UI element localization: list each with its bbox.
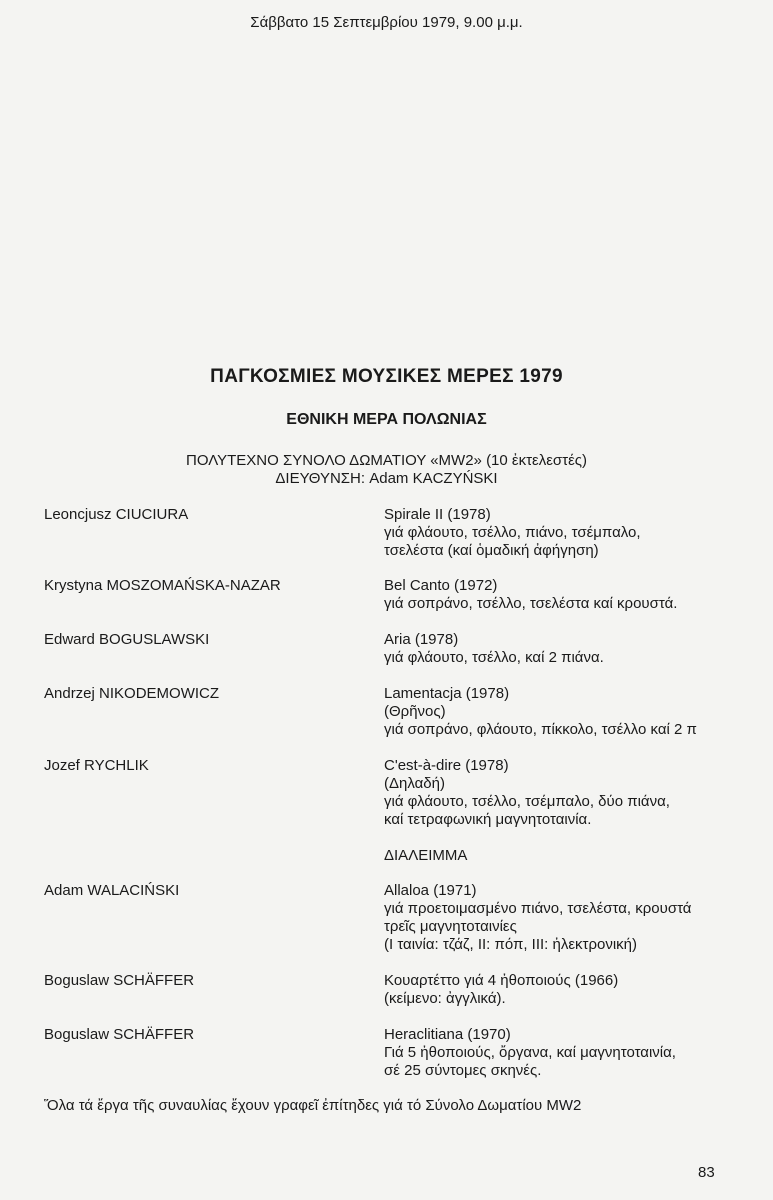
composer-name: Andrzej NIKODEMOWICZ <box>44 685 220 702</box>
work-line: τσελέστα (καί ὁμαδική ἀφήγηση) <box>384 542 599 559</box>
page-number: 83 <box>698 1164 715 1181</box>
work-line: γιά φλάουτο, τσέλλο, καί 2 πιάνα. <box>384 649 604 666</box>
work-title: Allaloa (1971) <box>384 882 477 899</box>
composer-name: Krystyna MOSZOMAŃSKA-NAZAR <box>44 577 281 594</box>
work-description <box>384 685 697 739</box>
composer-name: Leoncjusz CIUCIURA <box>44 506 189 523</box>
composer-name: Jozef RYCHLIK <box>44 757 149 774</box>
intermission-label: ΔΙΑΛΕΙΜΜΑ <box>384 847 468 864</box>
work-description <box>384 1026 676 1080</box>
work-title: Bel Canto (1972) <box>384 577 498 594</box>
ensemble-info <box>0 452 773 488</box>
work-line: γιά φλάουτο, τσέλλο, τσέμπαλο, δύο πιάνα, <box>384 793 670 810</box>
work-title: Heraclitiana (1970) <box>384 1026 511 1043</box>
work-line: καί τετραφωνική μαγνητοταινία. <box>384 811 592 828</box>
footnote: Ὅλα τά ἔργα τῆς συναυλίας ἔχουν γραφεῖ ἐπίτηδες γιά τό Σύνολο Δωματίου MW2 <box>44 1097 582 1114</box>
composer-name: Adam WALACIŃSKI <box>44 882 180 899</box>
work-description <box>384 506 641 560</box>
composer-name: Boguslaw SCHÄFFER <box>44 972 195 989</box>
composer-name: Boguslaw SCHÄFFER <box>44 1026 195 1043</box>
work-line: (κείμενο: ἀγγλικά). <box>384 990 506 1007</box>
work-title: Spirale II (1978) <box>384 506 491 523</box>
work-title: Lamentacja (1978) <box>384 685 510 702</box>
work-line: (Θρῆνος) <box>384 703 446 720</box>
work-description <box>384 757 670 829</box>
work-line: (Δηλαδή) <box>384 775 445 792</box>
work-description <box>384 631 604 667</box>
work-line: γιά προετοιμασμένο πιάνο, τσελέστα, κρουστά <box>384 900 692 917</box>
work-description <box>384 972 618 1008</box>
page-subtitle: ΕΘΝΙΚΗ ΜΕΡΑ ΠΟΛΩΝΙΑΣ <box>286 411 487 428</box>
work-description <box>384 577 677 613</box>
work-title: Κουαρτέττο γιά 4 ἠθοποιούς (1966) <box>384 972 619 989</box>
work-line: Γιά 5 ἠθοποιούς, ὄργανα, καί μαγνητοταινία, <box>384 1044 676 1061</box>
work-line: γιά φλάουτο, τσέλλο, πιάνο, τσέμπαλο, <box>384 524 641 541</box>
concert-date: Σάββατο 15 Σεπτεμβρίου 1979, 9.00 μ.μ. <box>250 14 523 31</box>
composer-name: Edward BOGUSLAWSKI <box>44 631 210 648</box>
work-line: (Ι ταινία: τζάζ, II: πόπ, III: ἠλεκτρονική) <box>384 936 638 953</box>
work-line: σέ 25 σύντομες σκηνές. <box>384 1062 542 1079</box>
work-line: γιά σοπράνο, φλάουτο, πίκκολο, τσέλλο καί 2 π <box>384 721 697 738</box>
work-line: γιά σοπράνο, τσέλλο, τσελέστα καί κρουστά. <box>384 595 678 612</box>
work-title: Aria (1978) <box>384 631 459 648</box>
ensemble-director: ΔΙΕΥΘΥΝΣΗ: Adam KACZYŃSKI <box>275 470 498 487</box>
work-description <box>384 882 691 954</box>
page-title: ΠΑΓΚΟΣΜΙΕΣ ΜΟΥΣΙΚΕΣ ΜΕΡΕΣ 1979 <box>210 366 563 387</box>
ensemble-name: ΠΟΛΥΤΕΧΝΟ ΣΥΝΟΛΟ ΔΩΜΑΤΙΟΥ «MW2» (10 ἐκτελεστές) <box>185 452 587 469</box>
work-title: C'est-à-dire (1978) <box>384 757 509 774</box>
work-line: τρεῖς μαγνητοταινίες <box>384 918 517 935</box>
